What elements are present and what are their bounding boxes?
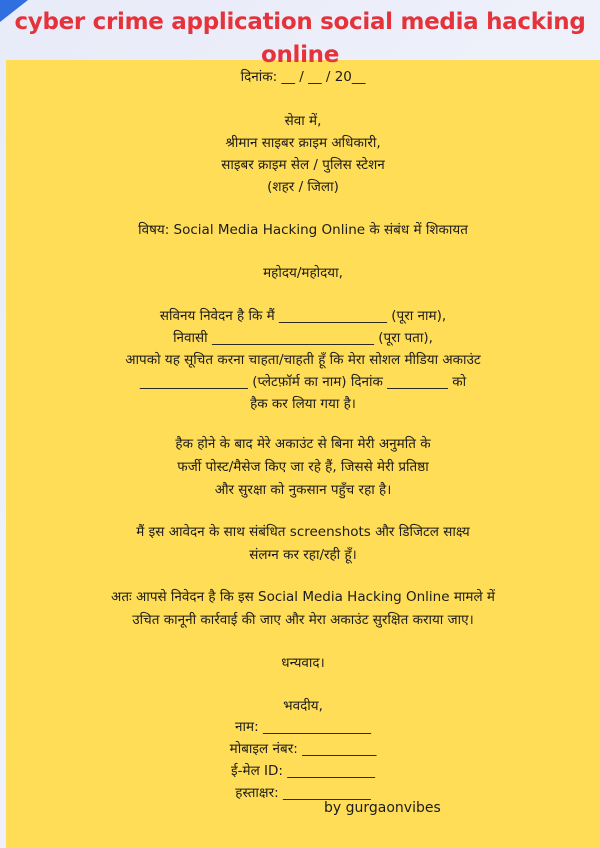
paragraph1-line-1: सविनय निवेदन है कि मैं ________________ (पूरा नाम), — [159, 308, 447, 324]
addressee-line-3: साइबर क्राइम सेल / पुलिस स्टेशन — [221, 157, 385, 173]
addressee-line-1: सेवा में, — [284, 113, 322, 129]
paragraph4-line-1: अतः आपसे निवेदन है कि इस Social Media Hacking Online मामले में — [111, 589, 495, 605]
date-line: दिनांक: __ / __ / 20__ — [240, 69, 366, 85]
paragraph2-line-1: हैक होने के बाद मेरे अकाउंट से बिना मेरी अनुमति के — [175, 436, 431, 452]
paragraph1-line-4: ________________ (प्लेटफ़ॉर्म का नाम) दिनांक _________ को — [139, 374, 467, 390]
signature-field-signature: हस्ताक्षर: _____________ — [235, 785, 371, 801]
salutation: महोदय/महोदया, — [263, 265, 343, 281]
letter-card — [6, 60, 600, 848]
page-title: cyber crime application social media hacking online — [14, 9, 586, 68]
subject-line: विषय: Social Media Hacking Online के संबंध में शिकायत — [138, 222, 468, 238]
addressee-line-4: (शहर / जिला) — [267, 179, 339, 195]
paragraph1-line-5: हैक कर लिया गया है। — [250, 396, 356, 412]
paragraph1-line-2: निवासी ________________________ (पूरा पता), — [173, 330, 433, 346]
paragraph3-line-2: संलग्न कर रहा/रही हूँ। — [249, 547, 357, 563]
paragraph1-line-3: आपको यह सूचित करना चाहता/चाहती हूँ कि मेरा सोशल मीडिया अकाउंट — [125, 352, 481, 368]
paragraph3-line-1: मैं इस आवेदन के साथ संबंधित screenshots और डिजिटल साक्ष्य — [136, 524, 470, 540]
thanks-line: धन्यवाद। — [281, 655, 325, 671]
signature-field-email: ई-मेल ID: _____________ — [231, 763, 375, 779]
signature-field-mobile: मोबाइल नंबर: ___________ — [229, 741, 377, 757]
paragraph2-line-2: फर्जी पोस्ट/मैसेज किए जा रहे हैं, जिससे मेरी प्रतिष्ठा — [177, 459, 429, 475]
paragraph2-line-3: और सुरक्षा को नुकसान पहुँच रहा है। — [214, 482, 392, 498]
paragraph4-line-2: उचित कानूनी कार्रवाई की जाए और मेरा अकाउंट सुरक्षित कराया जाए। — [132, 612, 474, 628]
signature-field-name: नाम: ________________ — [235, 719, 371, 735]
closing-line: भवदीय, — [283, 698, 323, 714]
addressee-line-2: श्रीमान साइबर क्राइम अधिकारी, — [225, 135, 381, 151]
credit-byline: by gurgaonvibes — [324, 800, 441, 816]
